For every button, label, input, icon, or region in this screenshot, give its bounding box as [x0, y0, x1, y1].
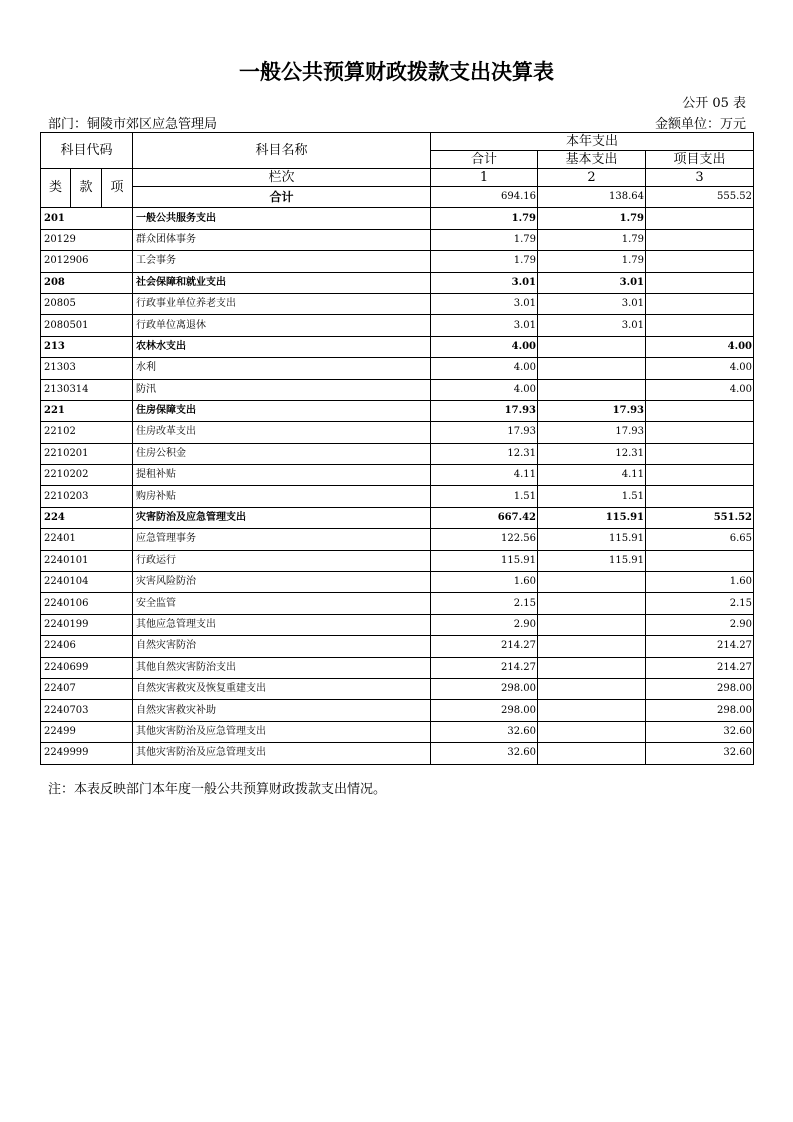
row-code: 21303: [41, 358, 133, 379]
row-total: 3.01: [431, 293, 538, 314]
row-code: 2210201: [41, 443, 133, 464]
table-row: [41, 208, 754, 229]
row-project: [646, 550, 754, 571]
header-project: 项目支出: [646, 151, 754, 169]
table-row: [41, 422, 754, 443]
row-basic: 1.79: [538, 229, 646, 250]
row-project: 4.00: [646, 336, 754, 357]
row-total: 4.00: [431, 379, 538, 400]
row-code: 22407: [41, 678, 133, 699]
row-code: 213: [41, 336, 133, 357]
table-row: [41, 529, 754, 550]
row-code: 22406: [41, 636, 133, 657]
row-total: 122.56: [431, 529, 538, 550]
row-total: 4.00: [431, 336, 538, 357]
row-total: 32.60: [431, 721, 538, 742]
row-name: 提租补贴: [133, 465, 431, 486]
row-name: 其他自然灾害防治支出: [133, 657, 431, 678]
row-code: 201: [41, 208, 133, 229]
table-row: [41, 636, 754, 657]
table-row: [41, 743, 754, 764]
row-basic: 12.31: [538, 443, 646, 464]
row-project: 6.65: [646, 529, 754, 550]
row-name: 一般公共服务支出: [133, 208, 431, 229]
header-xiang: 项: [102, 169, 133, 208]
row-project: [646, 486, 754, 507]
row-code: 2240104: [41, 572, 133, 593]
row-basic: [538, 636, 646, 657]
grand-total-value: 694.16: [431, 187, 538, 208]
row-total: 17.93: [431, 400, 538, 421]
table-row: [41, 358, 754, 379]
row-name: 自然灾害救灾补助: [133, 700, 431, 721]
row-name: 水利: [133, 358, 431, 379]
row-name: 住房保障支出: [133, 400, 431, 421]
row-project: 214.27: [646, 657, 754, 678]
row-code: 2130314: [41, 379, 133, 400]
table-row: [41, 678, 754, 699]
row-basic: [538, 593, 646, 614]
header-lei: 类: [41, 169, 71, 208]
row-code: 2240199: [41, 614, 133, 635]
row-basic: 3.01: [538, 272, 646, 293]
row-total: 115.91: [431, 550, 538, 571]
header-index-2: 2: [538, 169, 646, 187]
row-basic: [538, 721, 646, 742]
row-name: 防汛: [133, 379, 431, 400]
row-total: 4.11: [431, 465, 538, 486]
table-row: [41, 272, 754, 293]
header-basic: 基本支出: [538, 151, 646, 169]
grand-basic-value: 138.64: [538, 187, 646, 208]
row-project: 298.00: [646, 678, 754, 699]
row-name: 灾害风险防治: [133, 572, 431, 593]
row-basic: 3.01: [538, 315, 646, 336]
row-code: 2210203: [41, 486, 133, 507]
expenditure-table: [40, 132, 754, 765]
row-total: 4.00: [431, 358, 538, 379]
row-name: 工会事务: [133, 251, 431, 272]
row-total: 214.27: [431, 636, 538, 657]
row-project: 4.00: [646, 358, 754, 379]
row-total: 2.90: [431, 614, 538, 635]
row-basic: 1.51: [538, 486, 646, 507]
row-name: 社会保障和就业支出: [133, 272, 431, 293]
row-basic: 17.93: [538, 400, 646, 421]
row-name: 住房公积金: [133, 443, 431, 464]
row-total: 214.27: [431, 657, 538, 678]
row-name: 住房改革支出: [133, 422, 431, 443]
row-code: 2012906: [41, 251, 133, 272]
row-total: 1.60: [431, 572, 538, 593]
row-project: 4.00: [646, 379, 754, 400]
row-code: 221: [41, 400, 133, 421]
row-project: 1.60: [646, 572, 754, 593]
row-code: 22401: [41, 529, 133, 550]
row-name: 行政运行: [133, 550, 431, 571]
row-name: 安全监管: [133, 593, 431, 614]
row-basic: [538, 657, 646, 678]
row-basic: 1.79: [538, 208, 646, 229]
row-basic: [538, 336, 646, 357]
row-basic: 115.91: [538, 529, 646, 550]
row-project: [646, 465, 754, 486]
table-row: [41, 572, 754, 593]
unit-label: 金额单位：万元: [654, 117, 746, 132]
header-code: 科目代码: [41, 133, 133, 169]
row-code: 2210202: [41, 465, 133, 486]
row-code: 2240703: [41, 700, 133, 721]
table-row: [41, 465, 754, 486]
row-basic: 115.91: [538, 507, 646, 528]
row-code: 2240699: [41, 657, 133, 678]
page-title: 一般公共预算财政拨款支出决算表: [239, 60, 554, 84]
row-total: 17.93: [431, 422, 538, 443]
row-name: 自然灾害救灾及恢复重建支出: [133, 678, 431, 699]
row-project: 298.00: [646, 700, 754, 721]
row-name: 自然灾害防治: [133, 636, 431, 657]
row-project: [646, 208, 754, 229]
form-number: 公开 05 表: [682, 96, 746, 111]
table-row: [41, 486, 754, 507]
table-row: [41, 400, 754, 421]
row-name: 应急管理事务: [133, 529, 431, 550]
row-code: 2080501: [41, 315, 133, 336]
row-basic: 1.79: [538, 251, 646, 272]
table-row: [41, 443, 754, 464]
table-row: [41, 700, 754, 721]
row-total: 32.60: [431, 743, 538, 764]
row-project: [646, 293, 754, 314]
row-basic: 4.11: [538, 465, 646, 486]
grand-total-label: 合计: [133, 187, 431, 208]
header-index-3: 3: [646, 169, 754, 187]
row-code: 20129: [41, 229, 133, 250]
row-project: 214.27: [646, 636, 754, 657]
row-basic: [538, 614, 646, 635]
row-name: 购房补贴: [133, 486, 431, 507]
row-basic: 3.01: [538, 293, 646, 314]
row-total: 667.42: [431, 507, 538, 528]
header-name: 科目名称: [133, 133, 431, 169]
row-basic: [538, 700, 646, 721]
row-project: [646, 400, 754, 421]
table-row: [41, 251, 754, 272]
row-name: 行政事业单位养老支出: [133, 293, 431, 314]
table-row: [41, 507, 754, 528]
header-total: 合计: [431, 151, 538, 169]
row-project: 32.60: [646, 743, 754, 764]
header-year-expenditure: 本年支出: [431, 133, 754, 151]
table-row: [41, 614, 754, 635]
row-basic: [538, 678, 646, 699]
row-basic: [538, 379, 646, 400]
row-name: 其他灾害防治及应急管理支出: [133, 721, 431, 742]
row-name: 农林水支出: [133, 336, 431, 357]
row-basic: [538, 358, 646, 379]
table-row: [41, 336, 754, 357]
row-project: 2.90: [646, 614, 754, 635]
header-index-1: 1: [431, 169, 538, 187]
table-row: [41, 721, 754, 742]
table-row: [41, 593, 754, 614]
row-basic: 17.93: [538, 422, 646, 443]
row-project: [646, 229, 754, 250]
row-project: [646, 443, 754, 464]
row-code: 2249999: [41, 743, 133, 764]
row-code: 22499: [41, 721, 133, 742]
row-project: [646, 272, 754, 293]
row-code: 2240106: [41, 593, 133, 614]
header-lanci: 栏次: [133, 169, 431, 187]
row-project: [646, 315, 754, 336]
row-total: 1.79: [431, 229, 538, 250]
row-project: [646, 422, 754, 443]
table-row: [41, 379, 754, 400]
grand-project-value: 555.52: [646, 187, 754, 208]
row-code: 2240101: [41, 550, 133, 571]
table-row: [41, 293, 754, 314]
row-project: 32.60: [646, 721, 754, 742]
table-row: [41, 229, 754, 250]
row-name: 其他灾害防治及应急管理支出: [133, 743, 431, 764]
row-basic: [538, 743, 646, 764]
row-project: 2.15: [646, 593, 754, 614]
header-kuan: 款: [71, 169, 102, 208]
row-total: 1.79: [431, 208, 538, 229]
row-total: 12.31: [431, 443, 538, 464]
row-total: 3.01: [431, 272, 538, 293]
footnote: 注：本表反映部门本年度一般公共预算财政拨款支出情况。: [48, 782, 387, 797]
row-project: [646, 251, 754, 272]
row-basic: 115.91: [538, 550, 646, 571]
table-row: [41, 657, 754, 678]
row-total: 1.51: [431, 486, 538, 507]
row-basic: [538, 572, 646, 593]
row-project: 551.52: [646, 507, 754, 528]
table-row: [41, 315, 754, 336]
row-code: 224: [41, 507, 133, 528]
row-code: 20805: [41, 293, 133, 314]
row-code: 22102: [41, 422, 133, 443]
row-total: 2.15: [431, 593, 538, 614]
row-code: 208: [41, 272, 133, 293]
row-name: 灾害防治及应急管理支出: [133, 507, 431, 528]
table-row: [41, 550, 754, 571]
row-name: 行政单位离退休: [133, 315, 431, 336]
department-label: 部门：铜陵市郊区应急管理局: [48, 117, 218, 132]
row-total: 298.00: [431, 700, 538, 721]
row-name: 其他应急管理支出: [133, 614, 431, 635]
row-total: 3.01: [431, 315, 538, 336]
row-total: 1.79: [431, 251, 538, 272]
row-name: 群众团体事务: [133, 229, 431, 250]
row-total: 298.00: [431, 678, 538, 699]
